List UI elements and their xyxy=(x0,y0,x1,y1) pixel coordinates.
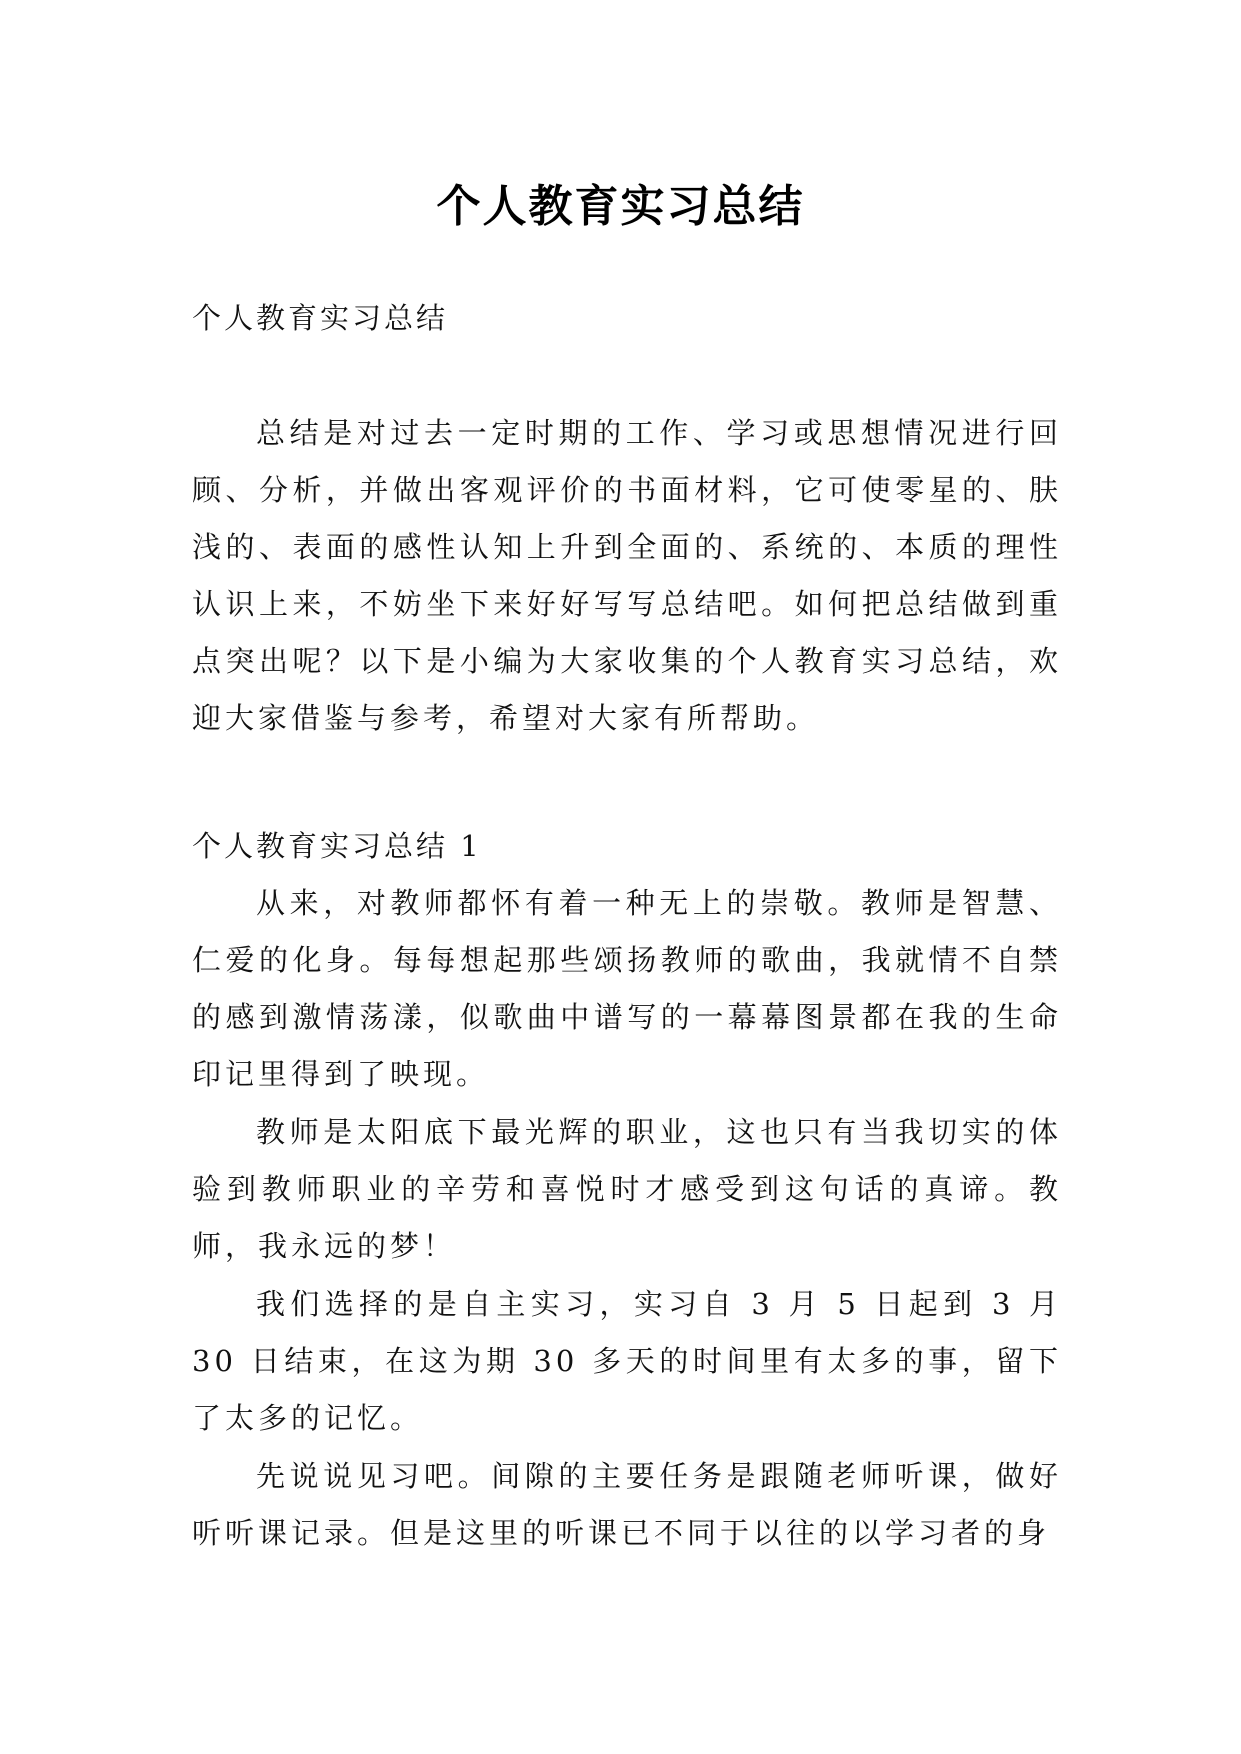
body-paragraph: 教师是太阳底下最光辉的职业，这也只有当我切实的体验到教师职业的辛劳和喜悦时才感受到这句话的真谛。教师，我永远的梦！ xyxy=(192,1115,1062,1263)
document-title: 个人教育实习总结 xyxy=(436,181,805,233)
document-subtitle: 个人教育实习总结 xyxy=(192,301,449,335)
body-paragraph: 先说说见习吧。间隙的主要任务是跟随老师听课，做好听听课记录。但是这里的听课已不同于以往的以学习者的身 xyxy=(192,1459,1062,1550)
intro-paragraph: 总结是对过去一定时期的工作、学习或思想情况进行回顾、分析，并做出客观评价的书面材料，它可使零星的、肤浅的、表面的感性认知上升到全面的、系统的、本质的理性认识上来，不妨坐下来好好写写总结吧。如何把总结做到重点突出呢？以下是小编为大家收集的个人教育实习总结，欢迎大家借鉴与参考，希望对大家有所帮助。 xyxy=(192,416,1062,735)
section-heading: 个人教育实习总结 1 xyxy=(192,829,482,863)
body-paragraph: 我们选择的是自主实习，实习自 3 月 5 日起到 3 月 30 日结束，在这为期 30 多天的时间里有太多的事，留下了太多的记忆。 xyxy=(192,1287,1062,1435)
body-paragraph: 从来，对教师都怀有着一种无上的崇敬。教师是智慧、仁爱的化身。每每想起那些颂扬教师的歌曲，我就情不自禁的感到激情荡漾，似歌曲中谱写的一幕幕图景都在我的生命印记里得到了映现。 xyxy=(192,886,1062,1091)
